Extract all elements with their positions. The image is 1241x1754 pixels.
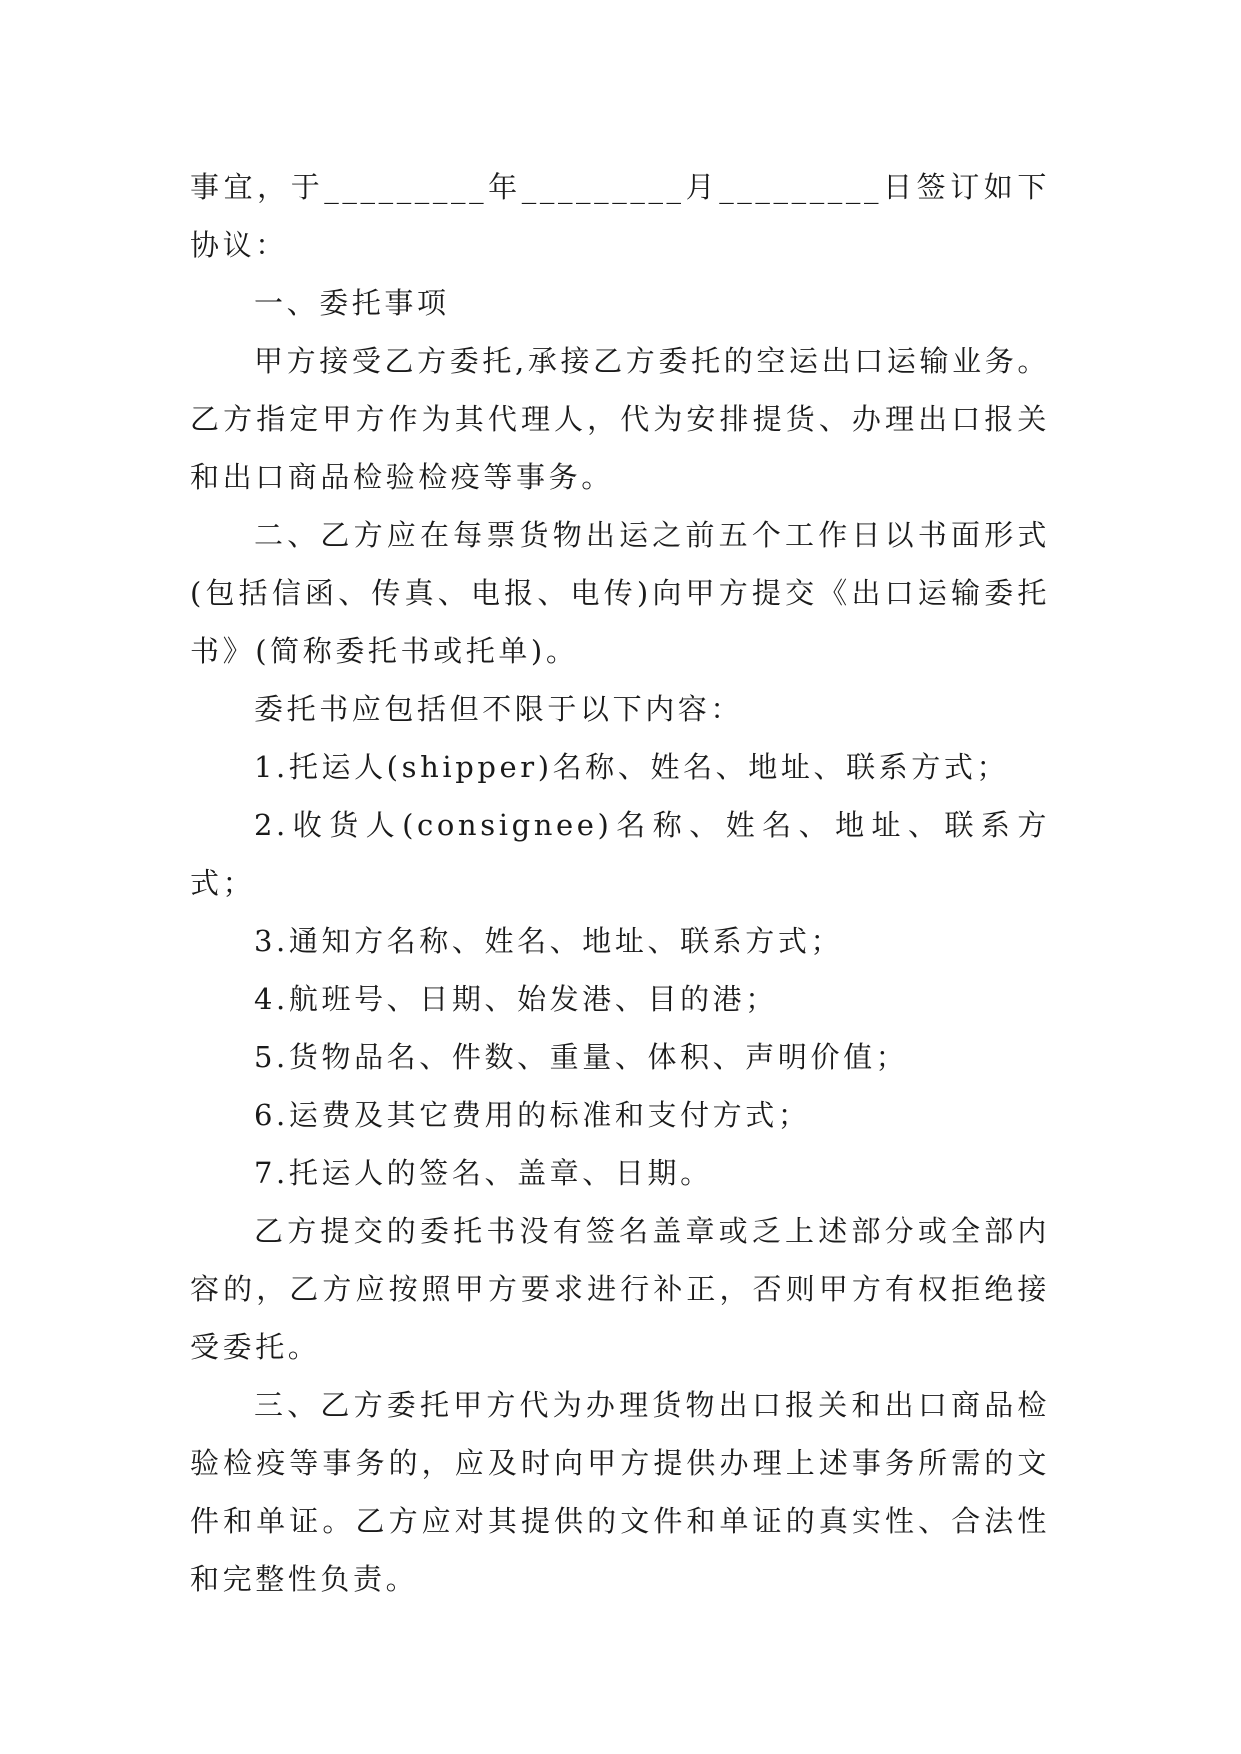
section-heading-entrusted-matters: 一、委托事项 <box>254 286 450 320</box>
list-item-goods: 5.货物品名、件数、重量、体积、声明价值； <box>254 1040 909 1074</box>
list-item-consignee: 2.收货人(consignee)名称、姓名、地址、联系方式； <box>190 808 1050 900</box>
document-body <box>190 158 1050 1608</box>
list-item-notify-party: 3.通知方名称、姓名、地址、联系方式； <box>254 924 844 958</box>
paragraph-correction-clause: 乙方提交的委托书没有签名盖章或乏上述部分或全部内容的，乙方应按照甲方要求进行补正，否则甲方有权拒绝接受委托。 <box>190 1214 1050 1364</box>
list-item-shipper: 1.托运人(shipper)名称、姓名、地址、联系方式； <box>254 750 1010 784</box>
list-item-freight: 6.运费及其它费用的标准和支付方式； <box>254 1098 811 1132</box>
paragraph-entrustment-scope: 甲方接受乙方委托,承接乙方委托的空运出口运输业务。乙方指定甲方作为其代理人，代为安排提货、办理出口报关和出口商品检验检疫等事务。 <box>190 344 1050 494</box>
paragraph-contents-intro: 委托书应包括但不限于以下内容： <box>254 692 744 726</box>
list-item-flight: 4.航班号、日期、始发港、目的港； <box>254 982 778 1016</box>
paragraph-date-clause: 事宜，于_________年_________月_________日签订如下协议： <box>190 170 1050 262</box>
paragraph-clause-three: 三、乙方委托甲方代为办理货物出口报关和出口商品检验检疫等事务的，应及时向甲方提供办理上述事务所需的文件和单证。乙方应对其提供的文件和单证的真实性、合法性和完整性负责。 <box>190 1388 1050 1596</box>
list-item-signature: 7.托运人的签名、盖章、日期。 <box>254 1156 713 1190</box>
paragraph-clause-two: 二、乙方应在每票货物出运之前五个工作日以书面形式(包括信函、传真、电报、电传)向甲方提交《出口运输委托书》(简称委托书或托单)。 <box>190 518 1050 668</box>
